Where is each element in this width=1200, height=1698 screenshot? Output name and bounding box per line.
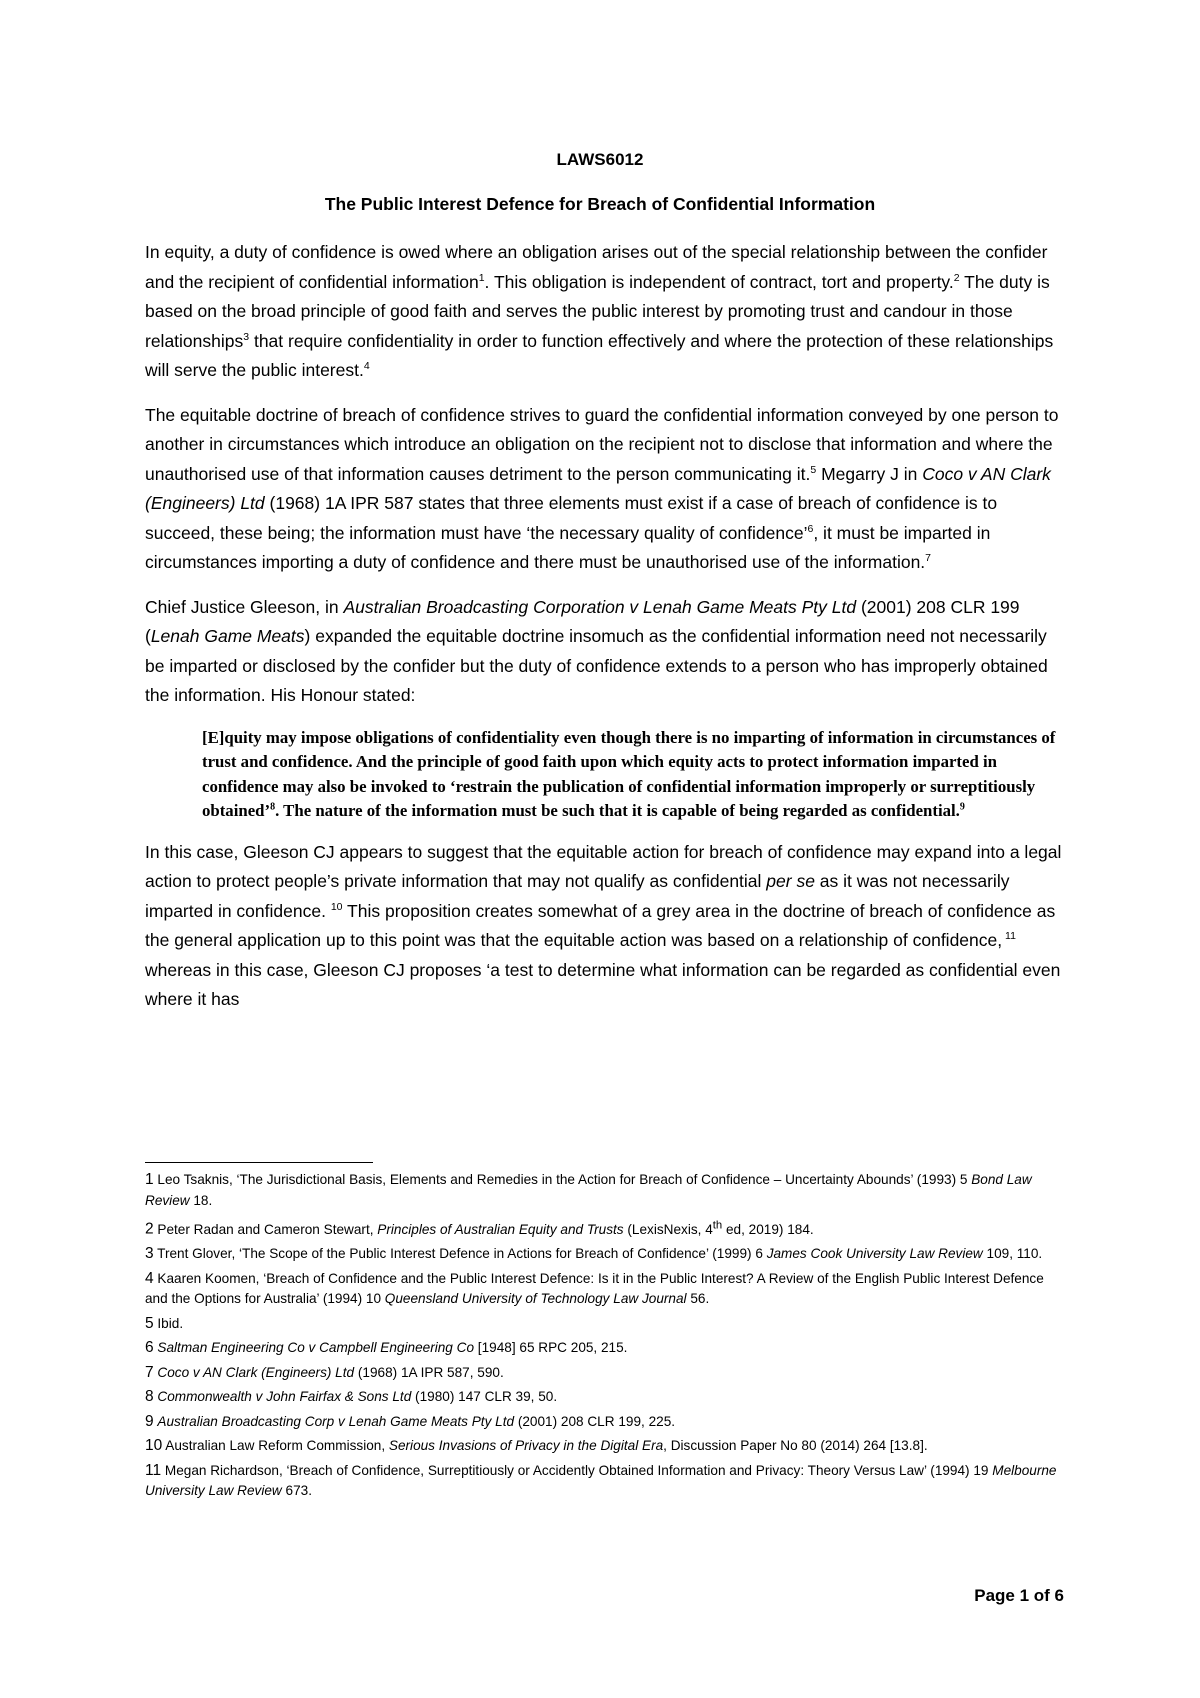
footnote-number: 6 [145,1339,154,1357]
footnote-divider [145,1162,373,1163]
text-run: (1968) 1A IPR 587 states that three elements must exist if a case of breach of confidence is to succeed, these being; the information must have ‘the necessary quality of confidence’ [145,493,998,543]
italic-text: Principles of Australian Equity and Trusts [377,1221,624,1237]
text-run: (2001) 208 CLR 199, 225. [514,1413,676,1429]
footnote-number: 5 [145,1314,154,1332]
footnote-text [154,1246,1043,1261]
text-run: 56. [686,1291,710,1307]
italic-text: Coco v AN Clark (Engineers) Ltd [145,463,1051,513]
footnote-text [145,1463,1057,1499]
footnote-ref: 11 [1002,930,1016,943]
footnote-text [145,1271,1044,1307]
footnote-number: 9 [145,1412,154,1430]
text-run: (1980) 147 CLR 39, 50. [411,1389,558,1405]
footnote [145,1338,1063,1359]
footnote-number: 10 [145,1437,163,1455]
body-text [145,238,1063,1030]
footnote-number: 2 [145,1220,154,1238]
page-title: The Public Interest Defence for Breach of Confidential Information [324,194,876,214]
course-code: LAWS6012 [556,150,644,169]
text-run: ) expanded the equitable doctrine insomuch as the confidential information need not necessarily be imparted or disclosed by the confider but the duty of confidence extends to a person who has improperly obtained the information. His Honour stated: [145,626,1048,705]
footnote-number: 11 [145,1461,162,1479]
footnote-number: 7 [145,1363,154,1381]
text-run: (2001) 208 CLR 199 ( [145,596,1020,646]
text-run: Leo Tsaknis, ‘The Jurisdictional Basis, Elements and Remedies in the Action for Breach of Confidence – Uncertainty Abounds’ (1993) 5 [153,1172,972,1187]
italic-text: Commonwealth v John Fairfax & Sons Ltd [157,1389,412,1405]
text-run: Kaaren Koomen, ‘Breach of Confidence and the Public Interest Defence: Is it in the Public Interest? A Review of the English Public Interest Defence and the Options for Australia’ (1994) 10 [145,1270,1044,1307]
footnote-ref: 7 [925,552,932,565]
text-run: (1968) 1A IPR 587, 590. [354,1364,504,1380]
paragraph [145,838,1063,1015]
footnote-text [145,1172,1032,1208]
footnote-text [154,1365,504,1380]
text-run: The equitable doctrine of breach of confidence strives to guard the confidential information conveyed by one person to another in circumstances which introduce an obligation on the recipient not to disclose that information and where the unauthorised use of that information causes detriment to the person communicating it. [145,404,1059,484]
italic-text: Australian Broadcasting Corporation v Lenah Game Meats Pty Ltd [343,596,857,617]
footnote-number: 8 [145,1388,154,1406]
text-run: 18. [189,1192,213,1208]
text-run: [E]quity may impose obligations of confidentiality even though there is no imparting of information in circumstances of trust and confidence. And the principle of good faith upon which equity acts to protect information imparted in confidence may also be invoked to ‘restrain the publication of confidential information improperly or surreptitiously obtained’ [202,727,1056,820]
text-run: Chief Justice Gleeson, in [145,596,344,617]
footnote-ref: th [712,1219,723,1231]
italic-text: Australian Broadcasting Corp v Lenah Game Meats Pty Ltd [157,1413,515,1429]
block-quote [145,726,1063,824]
text-run: Ibid. [153,1315,184,1331]
text-run: In equity, a duty of confidence is owed where an obligation arises out of the special relationship between the confider and the recipient of confidential information [145,242,1048,292]
footnote-ref: 6 [807,522,814,535]
footnote-ref: 1 [478,271,485,284]
text-run: , it must be imparted in circumstances importing a duty of confidence and there must be unauthorised use of the information. [145,522,991,572]
text-run: Megarry J in [816,463,923,484]
footnote-number: 4 [145,1269,154,1287]
italic-text: Lenah Game Meats [150,626,305,646]
footnote-ref: 2 [953,271,960,284]
text-run: The duty is based on the broad principle of good faith and serves the public interest by promoting trust and candour in those relationships [145,271,1050,351]
text-run: whereas in this case, Gleeson CJ proposes ‘a test to determine what information can be regarded as confidential even where it has [145,959,1061,1009]
footnote-text [153,1219,814,1237]
footnote [145,1314,1063,1335]
text-run: Australian Law Reform Commission, [162,1438,389,1454]
text-run: . This obligation is independent of contract, tort and property. [484,271,954,292]
text-run: Trent Glover, ‘The Scope of the Public Interest Defence in Actions for Breach of Confidence’ (1999) 6 [153,1246,767,1262]
footnote-ref: 3 [243,330,250,343]
footnote [145,1436,1063,1457]
text-run: as it was not necessarily imparted in confidence. [145,871,1010,921]
text-run: ed, 2019) 184. [722,1221,814,1237]
footnote-text [154,1340,628,1355]
text-run: 673. [281,1483,312,1499]
footnote-ref: 4 [363,360,370,373]
footnote-number: 1 [145,1171,154,1188]
text-run: In this case, Gleeson CJ appears to suggest that the equitable action for breach of confidence may expand into a legal action to protect people’s private information that may not qualify as confidential [145,841,1062,891]
italic-text: James Cook University Law Review [766,1246,983,1262]
text-run: Megan Richardson, ‘Breach of Confidence, Surreptitiously or Accidently Obtained Information and Privacy: Theory Versus Law’ (1994) 19 [161,1462,993,1478]
paragraph [145,401,1063,578]
footnote-text [154,1389,558,1404]
text-run: 109, 110. [982,1246,1043,1262]
footnote [145,1363,1063,1384]
text-run: that require confidentiality in order to function effectively and where the protection of these relationships will serve the public interest. [145,330,1054,380]
page-number: Page 1 of 6 [974,1586,1064,1605]
footnote-ref: 5 [810,463,817,476]
footnote [145,1412,1063,1433]
footnote-number: 3 [145,1245,154,1263]
paragraph [145,593,1063,711]
footnote [145,1170,1063,1211]
text-run: (LexisNexis, 4 [623,1221,713,1237]
italic-text: Saltman Engineering Co v Campbell Engineering Co [157,1340,475,1356]
footnote-ref: 9 [959,801,965,813]
footnote [145,1244,1063,1265]
text-run: , Discussion Paper No 80 (2014) 264 [13.8]. [663,1438,928,1454]
footnote-text [162,1438,927,1453]
text-run: This proposition creates somewhat of a grey area in the doctrine of breach of confidence as the general application up to this point was that the equitable action was based on a relationship of confidence, [145,900,1056,950]
footnote [145,1215,1063,1240]
italic-text: Queensland University of Technology Law Journal [384,1291,687,1307]
text-run: [1948] 65 RPC 205, 215. [474,1340,628,1356]
italic-text: Melbourne University Law Review [145,1462,1057,1499]
footnote [145,1387,1063,1408]
footnote [145,1269,1063,1310]
footnote [145,1461,1063,1502]
italic-text: Serious Invasions of Privacy in the Digital Era [388,1438,664,1454]
footnote-text [154,1316,183,1331]
footnote-text [154,1414,675,1429]
italic-text: Bond Law Review [145,1172,1032,1208]
footnotes-list [145,1170,1063,1506]
text-run: Peter Radan and Cameron Stewart, [153,1221,378,1237]
italic-text: Coco v AN Clark (Engineers) Ltd [157,1364,355,1380]
footnote-ref: 10 [330,900,343,913]
italic-text: per se [766,871,815,891]
footnote-ref: 8 [270,801,276,813]
text-run: . The nature of the information must be such that it is capable of being regarded as confidential. [275,801,960,820]
paragraph [145,238,1063,386]
